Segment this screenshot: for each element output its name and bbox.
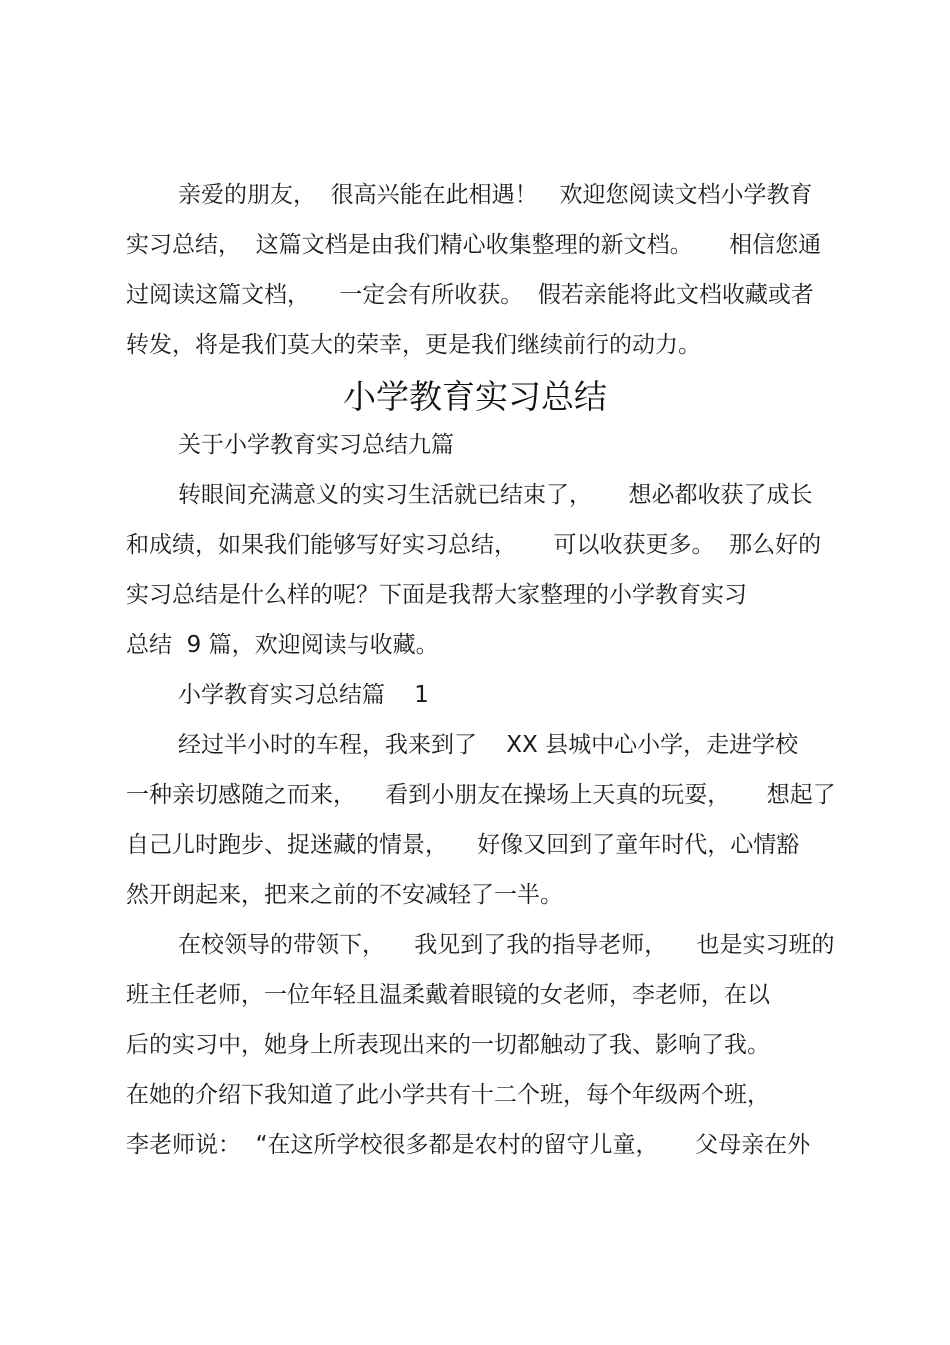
- body-line-3: 实习总结是什么样的呢？下面是我帮大家整理的小学教育实习: [126, 582, 747, 608]
- body-line-5: 经过半小时的车程，我来到了 XX 县城中心小学，走进学校: [178, 732, 799, 758]
- body-line-9: 在校领导的带领下， 我见到了我的指导老师， 也是实习班的: [178, 932, 835, 958]
- body-line-4: 总结 9 篇，欢迎阅读与收藏。: [126, 632, 439, 658]
- document-title: 小学教育实习总结: [343, 377, 607, 416]
- subtitle-line: 关于小学教育实习总结九篇: [178, 432, 454, 458]
- body-line-11: 后的实习中，她身上所表现出来的一切都触动了我、影响了我。: [126, 1032, 770, 1058]
- body-line-1: 转眼间充满意义的实习生活就已结束了， 想必都收获了成长: [178, 482, 813, 508]
- intro-line-4: 转发，将是我们莫大的荣幸，更是我们继续前行的动力。: [126, 332, 701, 358]
- intro-line-3: 过阅读这篇文档， 一定会有所收获。 假若亲能将此文档收藏或者: [126, 282, 814, 308]
- body-line-8: 然开朗起来，把来之前的不安减轻了一半。: [126, 882, 563, 908]
- body-line-13: 李老师说： “在这所学校很多都是农村的留守儿童， 父母亲在外: [126, 1132, 811, 1158]
- body-line-7: 自己儿时跑步、捉迷藏的情景， 好像又回到了童年时代，心情豁: [126, 832, 800, 858]
- body-line-2: 和成绩，如果我们能够写好实习总结， 可以收获更多。 那么好的: [126, 532, 822, 558]
- body-line-10: 班主任老师，一位年轻且温柔戴着眼镜的女老师，李老师，在以: [126, 982, 770, 1008]
- section-heading: 小学教育实习总结篇 1: [178, 682, 429, 708]
- intro-line-1: 亲爱的朋友， 很高兴能在此相遇！ 欢迎您阅读文档小学教育: [178, 182, 813, 208]
- intro-line-2: 实习总结， 这篇文档是由我们精心收集整理的新文档。 相信您通: [126, 232, 822, 258]
- body-line-6: 一种亲切感随之而来， 看到小朋友在操场上天真的玩耍， 想起了: [126, 782, 836, 808]
- body-line-12: 在她的介绍下我知道了此小学共有十二个班，每个年级两个班，: [126, 1082, 770, 1108]
